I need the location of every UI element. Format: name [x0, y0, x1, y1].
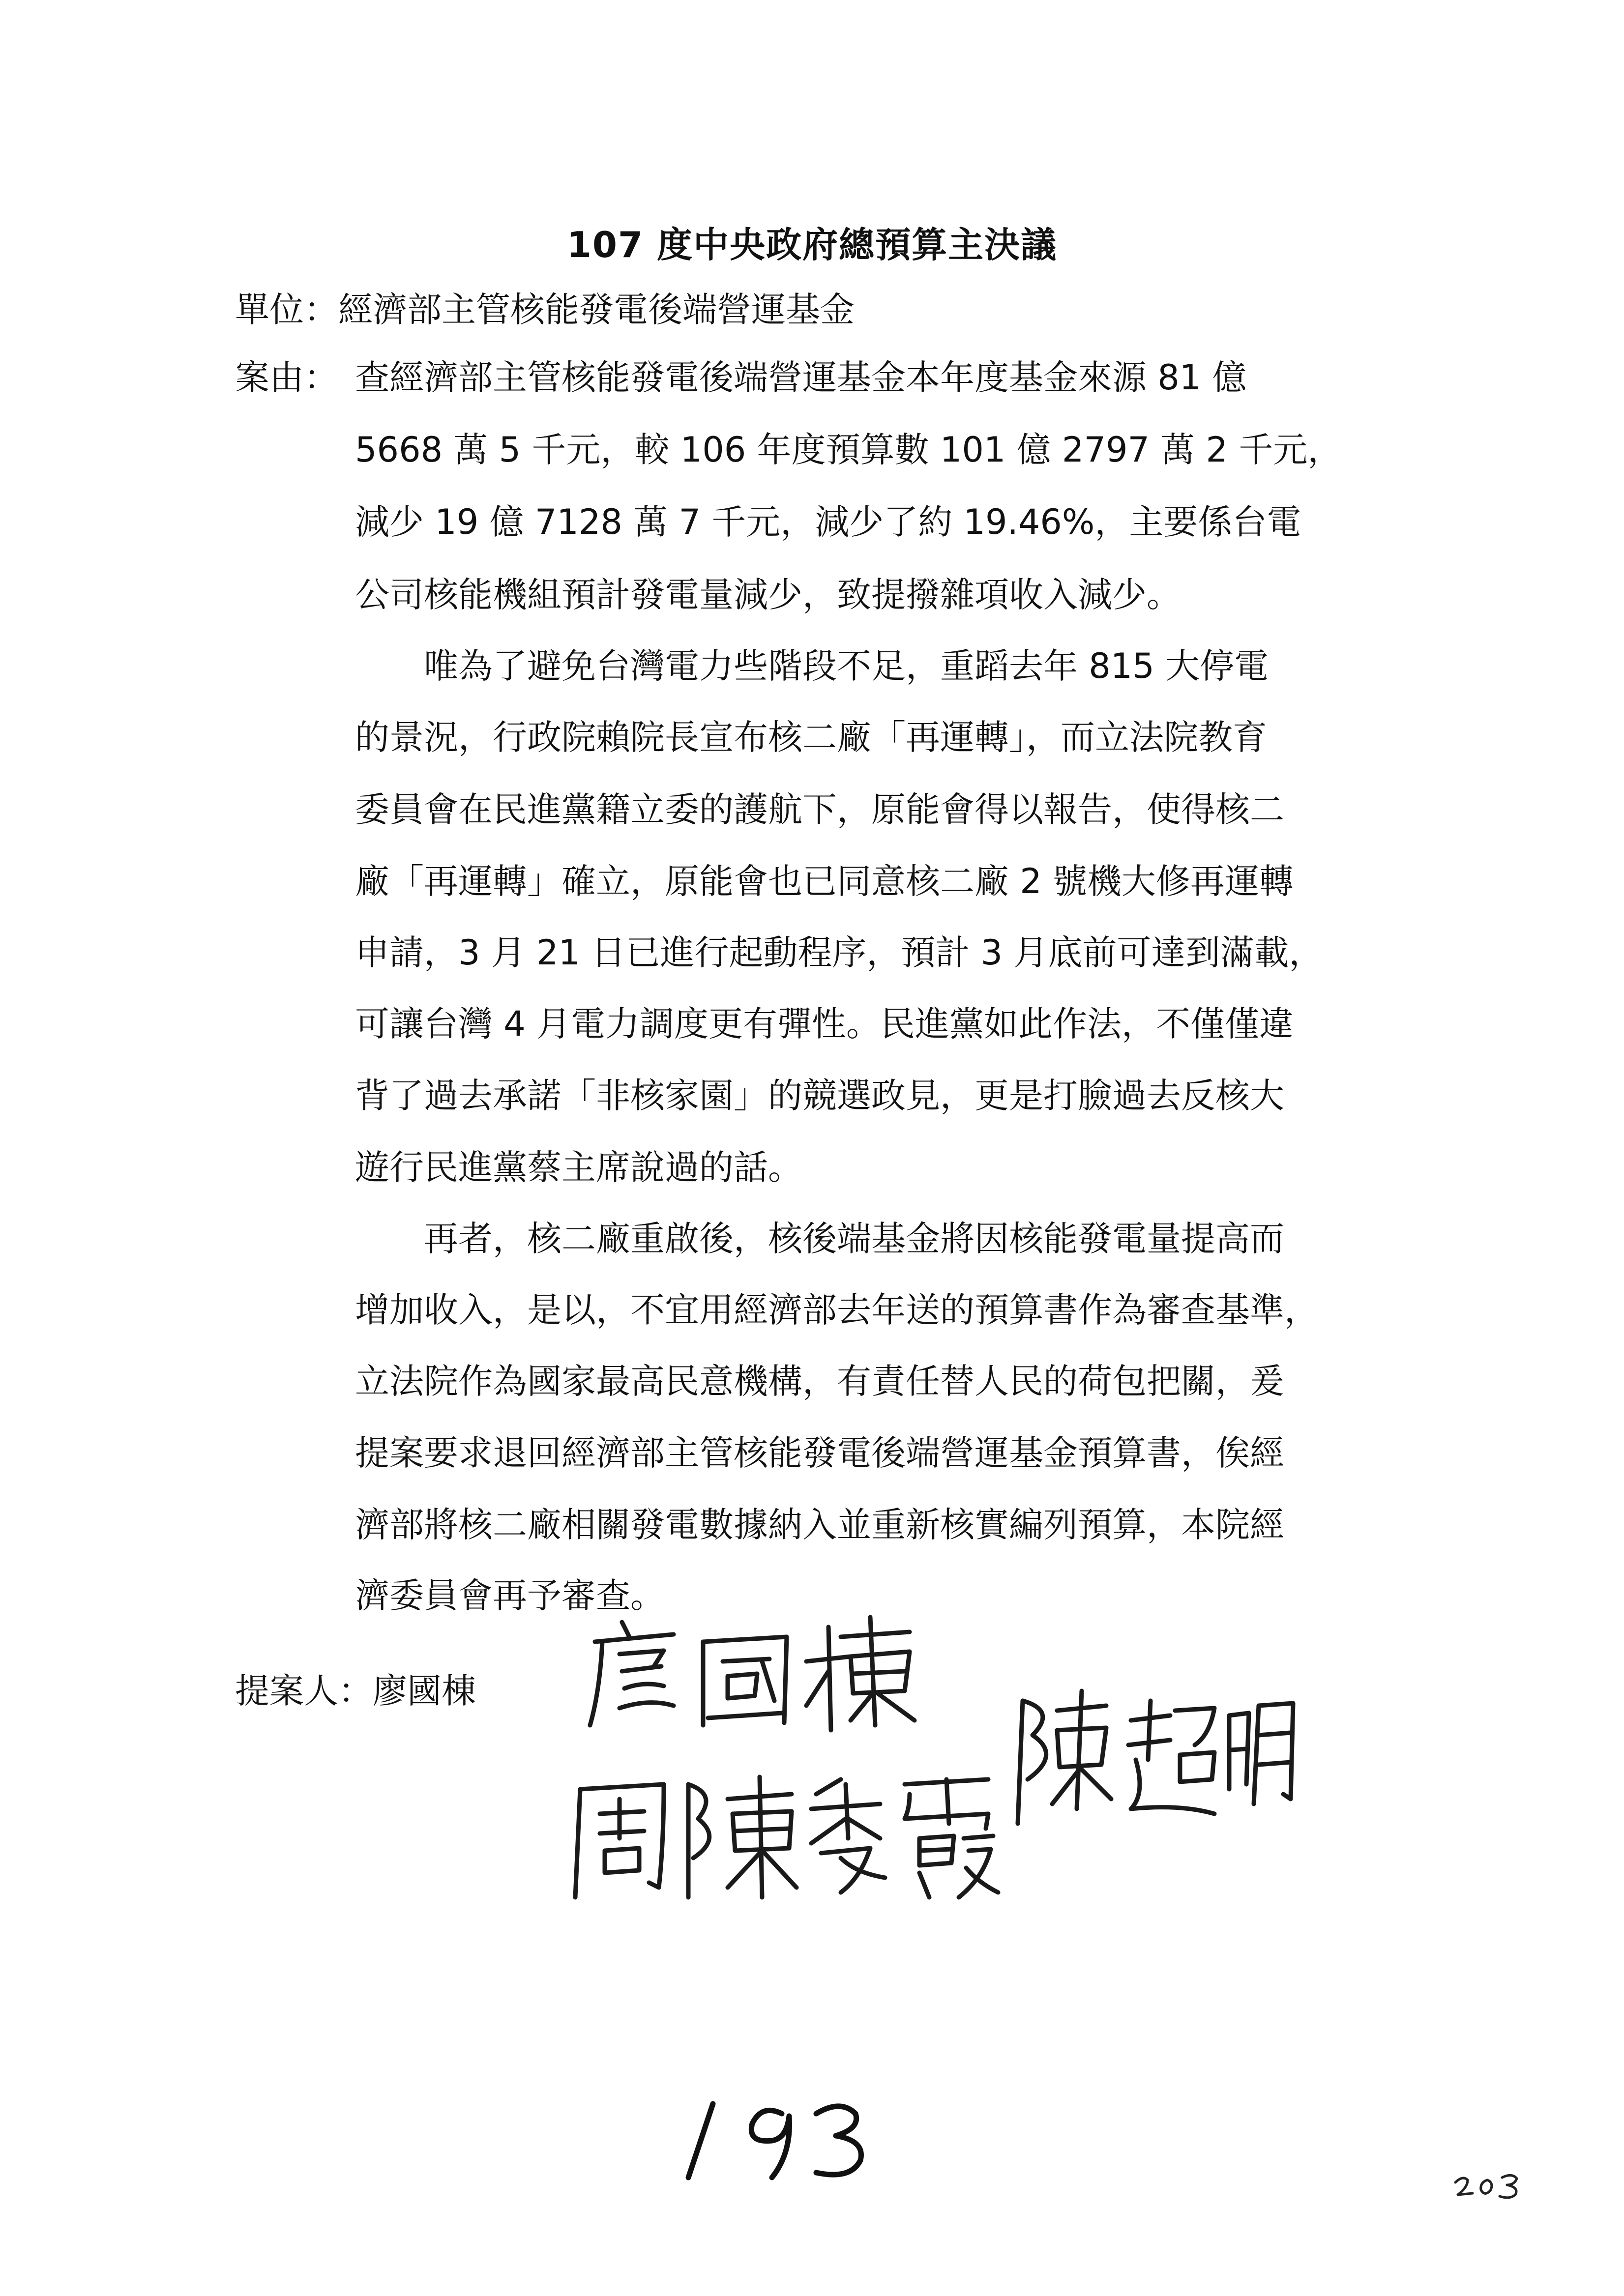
document-title: 107 度中央政府總預算主決議 — [566, 224, 1058, 265]
handwritten-page-number — [674, 2094, 880, 2182]
case-line: 5668 萬 5 千元，較 106 年度預算數 101 億 2797 萬 2 千元， — [355, 430, 1342, 470]
paragraph-line: 背了過去承諾「非核家園」的競選政見，更是打臉過去反核大 — [355, 1075, 1284, 1116]
signature-2 — [565, 1765, 1008, 1902]
unit-row — [235, 273, 855, 347]
paragraph-line: 可讓台灣 4 月電力調度更有彈性。民進黨如此作法，不僅僅違 — [355, 1004, 1294, 1044]
case-line: 查經濟部主管核能發電後端營運基金本年度基金來源 81 億 — [355, 357, 1247, 398]
paragraph-line: 的景況，行政院賴院長宣布核二廠「再運轉」，而立法院教育 — [355, 717, 1267, 757]
proposer-label: 提案人： — [235, 1671, 373, 1711]
paragraph-line: 增加收入，是以，不宜用經濟部去年送的預算書作為審查基準， — [355, 1290, 1319, 1330]
unit-value: 經濟部主管核能發電後端營運基金 — [338, 290, 855, 330]
paragraph-line: 委員會在民進黨籍立委的護航下，原能會得以報告，使得核二 — [355, 789, 1284, 830]
paragraph-line: 濟委員會再予審查。 — [355, 1575, 665, 1616]
unit-label: 單位： — [235, 290, 338, 330]
case-line: 公司核能機組預計發電量減少，致提撥雜項收入減少。 — [355, 575, 1181, 615]
signature-3 — [1008, 1681, 1303, 1829]
paragraph-line: 再者，核二廠重啟後，核後端基金將因核能發電量提高而 — [424, 1219, 1284, 1259]
paragraph-line: 遊行民進黨蔡主席說過的話。 — [355, 1147, 802, 1188]
case-line: 減少 19 億 7128 萬 7 千元，減少了約 19.46%，主要係台電 — [355, 502, 1301, 542]
proposer-row — [235, 1666, 476, 1715]
proposer-name: 廖國棟 — [373, 1671, 476, 1711]
paragraph-line: 立法院作為國家最高民意機構，有責任替人民的荷包把關，爰 — [355, 1361, 1284, 1401]
paragraph-line: 申請，3 月 21 日已進行起動程序，預計 3 月底前可達到滿載， — [355, 932, 1324, 973]
signature-1 — [575, 1607, 929, 1735]
paragraph-line: 廠「再運轉」確立，原能會也已同意核二廠 2 號機大修再運轉 — [355, 861, 1294, 901]
paragraph-line: 提案要求退回經濟部主管核能發電後端營運基金預算書，俟經 — [355, 1433, 1284, 1473]
corner-mark — [1450, 2163, 1529, 2202]
paragraph-line: 唯為了避免台灣電力些階段不足，重蹈去年 815 大停電 — [424, 646, 1269, 686]
case-label: 案由： — [235, 357, 338, 398]
paragraph-line: 濟部將核二廠相關發電數據納入並重新核實編列預算，本院經 — [355, 1505, 1284, 1545]
